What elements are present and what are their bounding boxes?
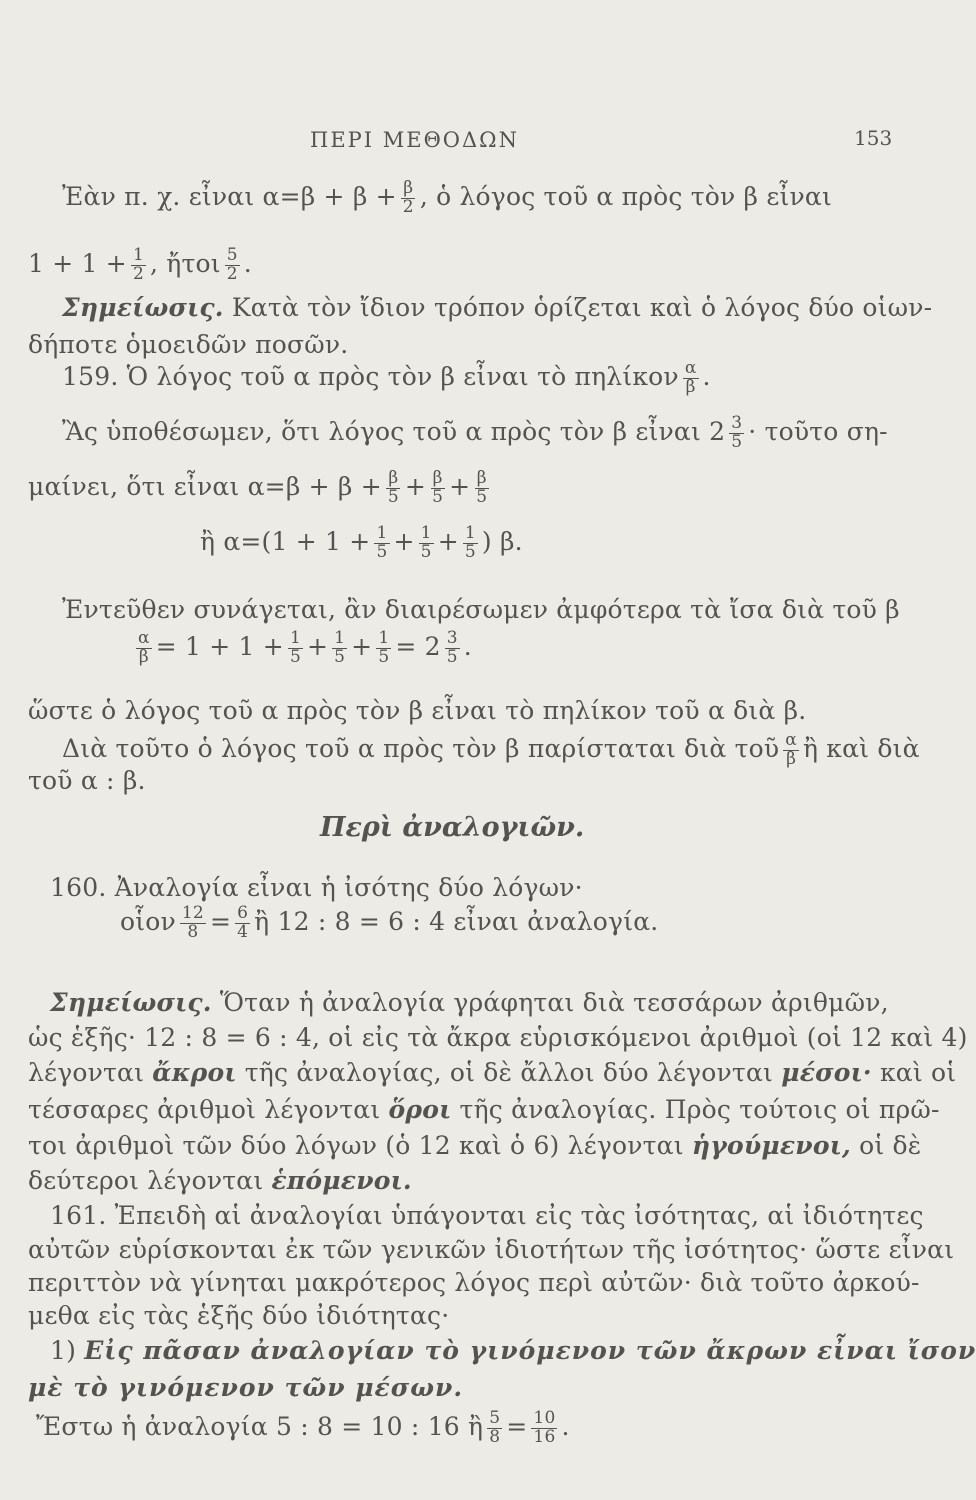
- fraction-numerator: β: [432, 468, 443, 488]
- remark-label: Σημείωσις.: [50, 988, 212, 1017]
- plus-sign: +: [437, 526, 459, 556]
- text-line-6: [62, 415, 888, 452]
- fraction-numerator: β: [388, 468, 399, 488]
- text-span: , ἤτοι: [149, 248, 221, 278]
- fraction: [131, 247, 146, 284]
- fraction: [401, 180, 416, 217]
- text-span: = 2: [395, 631, 441, 661]
- text-line-8: [200, 525, 523, 562]
- fraction-denominator: 5: [432, 486, 444, 507]
- text-line-25: μεθα εἰς τὰς ἑξῆς δύο ἰδιότητας·: [28, 1301, 450, 1330]
- fraction-numerator: 12: [181, 903, 204, 923]
- text-span: ἢ 12 : 8 = 6 : 4 εἶναι ἀναλογία.: [254, 906, 659, 936]
- text-span: δεύτεροι λέγονται: [28, 1166, 272, 1195]
- text-span: ἢ καὶ διὰ: [802, 733, 920, 763]
- fraction-numerator: α: [684, 358, 697, 378]
- fraction-numerator: 1: [376, 523, 388, 543]
- fraction-numerator: α: [138, 628, 150, 648]
- fraction-denominator: 4: [237, 921, 249, 942]
- text-line-21: [28, 1168, 412, 1193]
- text-span: ) β.: [481, 526, 523, 556]
- text-span: τῆς ἀναλογίας. Πρὸς τούτοις οἱ πρῶ-: [451, 1095, 940, 1124]
- fraction: [332, 630, 347, 667]
- text-line-22: 161. Ἐπειδὴ αἱ ἀναλογίαι ὑπάγονται εἰς τὰς ἰσότητας, αἱ ἰδιότητες: [50, 1201, 924, 1230]
- text-span: .: [463, 631, 472, 661]
- fraction-numerator: β: [403, 178, 414, 198]
- fraction: [235, 905, 250, 942]
- fraction-numerator: 3: [731, 413, 743, 433]
- text-line-27: μὲ τὸ γινόμενον τῶν μέσων.: [28, 1373, 464, 1402]
- fraction: [683, 360, 699, 397]
- text-span: τέσσαρες ἀριθμοὶ λέγονται: [28, 1095, 389, 1124]
- section-title: Περὶ ἀναλογιῶν.: [320, 812, 585, 843]
- fraction-denominator: 5: [420, 541, 432, 562]
- text-line-4: δήποτε ὁμοειδῶν ποσῶν.: [28, 330, 349, 359]
- text-span: 1): [50, 1336, 85, 1365]
- text-span: .: [702, 361, 711, 391]
- text-span: , ὁ λόγος τοῦ α πρὸς τὸν β εἶναι: [419, 181, 832, 211]
- running-header: ΠΕΡΙ ΜΕΘΟΔΩΝ: [310, 128, 519, 152]
- fraction-denominator: 5: [378, 646, 390, 667]
- text-span: 1 + 1 +: [28, 248, 127, 278]
- text-span: Κατὰ τὸν ἴδιον τρόπον ὁρίζεται καὶ ὁ λόγος δύο οἱων-: [223, 293, 933, 322]
- text-line-19: [28, 1097, 940, 1122]
- text-span: Διὰ τοῦτο ὁ λόγος τοῦ α πρὸς τὸν β παρίσταται διὰ τοῦ: [62, 733, 780, 763]
- fraction: [225, 247, 240, 284]
- text-line-9: Ἐντεῦθεν συνάγεται, ἂν διαιρέσωμεν ἀμφότερα τὰ ἴσα διὰ τοῦ β: [62, 595, 900, 624]
- text-line-13: τοῦ α : β.: [28, 766, 146, 795]
- fraction-numerator: 1: [378, 628, 390, 648]
- plus-sign: +: [393, 526, 415, 556]
- fraction-denominator: 5: [731, 431, 743, 452]
- text-line-17: ὡς ἑξῆς· 12 : 8 = 6 : 4, οἱ εἰς τὰ ἄκρα εὑρισκόμενοι ἀριθμοὶ (οἱ 12 καὶ 4): [28, 1023, 968, 1052]
- fraction: [474, 470, 489, 507]
- text-span: Ἔστω ἡ ἀναλογία 5 : 8 = 10 : 16 ἢ: [36, 1411, 484, 1441]
- text-span: · τοῦτο ση-: [748, 416, 888, 446]
- text-line-26: [50, 1338, 976, 1363]
- plus-sign: +: [449, 471, 471, 501]
- fraction: [430, 470, 445, 507]
- plus-sign: +: [404, 471, 427, 501]
- text-span: Ὅταν ἡ ἀναλογία γράφηται διὰ τεσσάρων ἀριθμῶν,: [211, 988, 889, 1017]
- fraction-denominator: 16: [533, 1426, 556, 1447]
- fraction-denominator: 5: [446, 646, 458, 667]
- text-span: λέγονται: [28, 1058, 153, 1087]
- text-line-12: [62, 732, 920, 769]
- text-line-16: [50, 990, 889, 1015]
- fraction-denominator: 8: [489, 1426, 501, 1447]
- page-number: 153: [854, 126, 893, 150]
- text-line-2: [28, 247, 252, 284]
- text-span: ἢ α=(1 + 1 +: [200, 526, 371, 556]
- fraction: [288, 630, 303, 667]
- fraction-denominator: 2: [132, 263, 144, 284]
- plus-sign: +: [351, 631, 373, 661]
- fraction-denominator: 5: [387, 486, 399, 507]
- text-span: καὶ οἱ: [871, 1058, 957, 1087]
- fraction-numerator: 1: [334, 628, 346, 648]
- text-span: οἷον: [120, 906, 176, 936]
- fraction-denominator: 5: [289, 646, 301, 667]
- text-span: τῆς ἀναλογίας, οἱ δὲ ἄλλοι δύο λέγονται: [236, 1058, 782, 1087]
- fraction-numerator: 5: [226, 245, 238, 265]
- text-span: .: [243, 248, 252, 278]
- fraction: [729, 415, 744, 452]
- text-line-10: [132, 630, 472, 667]
- text-span: = 1 + 1 +: [155, 631, 284, 661]
- text-line-15: [120, 905, 658, 942]
- text-span: μαίνει, ὅτι εἶναι α=β + β +: [28, 471, 382, 501]
- text-span: .: [561, 1411, 570, 1441]
- fraction: [376, 630, 391, 667]
- text-line-20: [28, 1133, 921, 1158]
- text-line-14: 160. Ἀναλογία εἶναι ἡ ἰσότης δύο λόγων·: [50, 873, 583, 902]
- fraction: [445, 630, 460, 667]
- fraction-numerator: 1: [132, 245, 144, 265]
- fraction: [374, 525, 389, 562]
- text-line-5: [62, 360, 711, 397]
- term-igoumenoi: ἡγούμενοι,: [691, 1131, 851, 1160]
- fraction-numerator: 6: [237, 903, 249, 923]
- fraction-denominator: 2: [402, 196, 414, 217]
- fraction: [180, 905, 206, 942]
- fraction-numerator: 5: [489, 1408, 501, 1428]
- fraction-numerator: 3: [446, 628, 458, 648]
- text-span: 159. Ὁ λόγος τοῦ α πρὸς τὸν β εἶναι τὸ πηλίκον: [62, 361, 679, 391]
- text-line-24: περιττὸν νὰ γίνηται μακρότερος λόγος περὶ αὐτῶν· διὰ τοῦτο ἀρκού-: [28, 1268, 920, 1297]
- remark-label: Σημείωσις.: [62, 293, 224, 322]
- term-mesoi: μέσοι·: [781, 1058, 872, 1087]
- fraction: [386, 470, 401, 507]
- theorem-statement: Εἰς πᾶσαν ἀναλογίαν τὸ γινόμενον τῶν ἄκρων εἶναι ἴσον: [84, 1336, 976, 1365]
- text-line-18: [28, 1060, 956, 1085]
- fraction-denominator: 5: [464, 541, 476, 562]
- term-oroi: ὅροι: [388, 1095, 452, 1124]
- term-epomenoi: ἑπόμενοι.: [271, 1166, 412, 1195]
- term-akroi: ἄκροι: [152, 1058, 237, 1087]
- equals-sign: =: [209, 906, 232, 936]
- fraction-denominator: 2: [226, 263, 238, 284]
- fraction-denominator: 5: [476, 486, 488, 507]
- text-span: τοι ἀριθμοὶ τῶν δύο λόγων (ὁ 12 καὶ ὁ 6) λέγονται: [28, 1131, 692, 1160]
- fraction: [463, 525, 478, 562]
- fraction-numerator: α: [785, 730, 797, 750]
- equals-sign: =: [506, 1411, 528, 1441]
- fraction-denominator: β: [685, 376, 696, 397]
- fraction-denominator: β: [786, 748, 797, 769]
- text-line-11: ὥστε ὁ λόγος τοῦ α πρὸς τὸν β εἶναι τὸ πηλίκον τοῦ α διὰ β.: [28, 696, 807, 725]
- text-line-7: [28, 470, 493, 507]
- fraction-denominator: 5: [334, 646, 346, 667]
- fraction-denominator: β: [138, 646, 149, 667]
- text-line-28: [36, 1410, 570, 1447]
- fraction: [487, 1410, 502, 1447]
- fraction-numerator: 1: [420, 523, 432, 543]
- fraction-numerator: 1: [464, 523, 476, 543]
- fraction-numerator: 1: [289, 628, 301, 648]
- text-span: Ἂς ὑποθέσωμεν, ὅτι λόγος τοῦ α πρὸς τὸν β εἶναι 2: [62, 416, 726, 446]
- text-line-1: [62, 180, 832, 217]
- fraction-numerator: 10: [533, 1408, 556, 1428]
- text-line-23: αὐτῶν εὑρίσκονται ἐκ τῶν γενικῶν ἰδιοτήτων τῆς ἰσότητος· ὥστε εἶναι: [28, 1235, 955, 1264]
- text-span: Ἐὰν π. χ. εἶναι α=β + β +: [62, 181, 397, 211]
- fraction: [419, 525, 434, 562]
- fraction-denominator: 5: [376, 541, 388, 562]
- fraction-denominator: 8: [187, 921, 199, 942]
- plus-sign: +: [306, 631, 329, 661]
- fraction: [783, 732, 799, 769]
- text-line-3: [62, 295, 932, 320]
- text-span: οἱ δὲ: [850, 1131, 922, 1160]
- fraction: [136, 630, 152, 667]
- fraction: [531, 1410, 557, 1447]
- fraction-numerator: β: [476, 468, 487, 488]
